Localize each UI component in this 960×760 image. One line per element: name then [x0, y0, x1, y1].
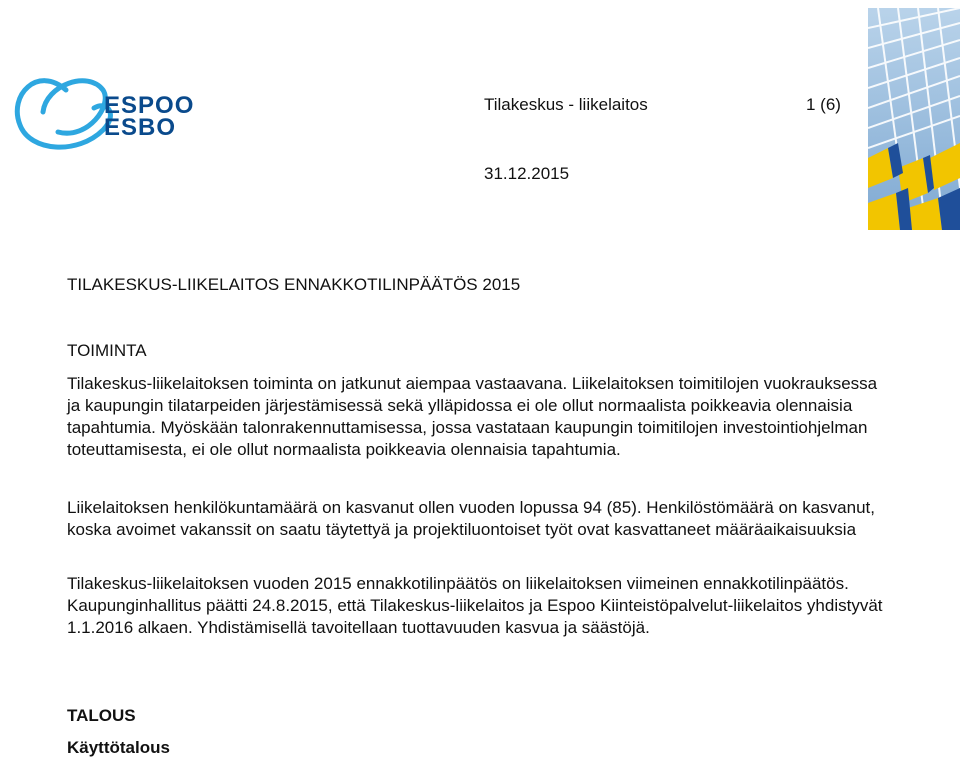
building-facade-image — [868, 8, 960, 230]
logo-line-2: ESBO — [104, 114, 177, 141]
page-number: 1 (6) — [806, 95, 841, 114]
header-title: Tilakeskus - liikelaitos — [484, 95, 648, 114]
logo-line-1: ESPOO — [104, 92, 195, 119]
paragraph-toiminta-2: Liikelaitoksen henkilökuntamäärä on kasvanut ollen vuoden lopussa 94 (85). Henkilöstömäärä on kasvanut, koska avoimet vakanssit on saatu täytettyä ja projektiluontoiset työt ovat kasvattaneet määräaikaisuuksia — [67, 498, 875, 539]
paragraph-toiminta-3: Tilakeskus-liikelaitoksen vuoden 2015 ennakkotilinpäätös on liikelaitoksen viimeinen ennakkotilinpäätös. Kaupunginhallitus päätti 24.8.2015, että Tilakeskus-liikelaitos ja Espoo Kiinteistöpalvelut-liikelaitos yhdistyvät 1.1.2016 alkaen. Yhdistämisellä tavoitellaan tuottavuuden kasvua ja säästöjä. — [67, 574, 883, 637]
paragraph-toiminta-1: Tilakeskus-liikelaitoksen toiminta on jatkunut aiempaa vastaavana. Liikelaitoksen toimitilojen vuokrauksessa ja kaupungin tilatarpeiden järjestämisessä sekä ylläpidossa ei ole ollut normaalista poikkeavia olennaisia tapahtumia. Myöskään talonrakennuttamisessa, jossa vastataan kaupungin toimitilojen investointiohjelman toteuttamisesta, ei ole ollut normaalista poikkeavia olennaisia tapahtumia. — [67, 374, 878, 459]
subheading-kayttotalous: Käyttötalous — [67, 738, 170, 757]
section-heading-toiminta: TOIMINTA — [67, 341, 147, 360]
espoo-wordmark — [104, 92, 195, 141]
section-heading-talous: TALOUS — [67, 706, 136, 725]
document-date: 31.12.2015 — [484, 164, 570, 183]
document-title: TILAKESKUS-LIIKELAITOS ENNAKKOTILINPÄÄTÖS 2015 — [67, 275, 521, 294]
